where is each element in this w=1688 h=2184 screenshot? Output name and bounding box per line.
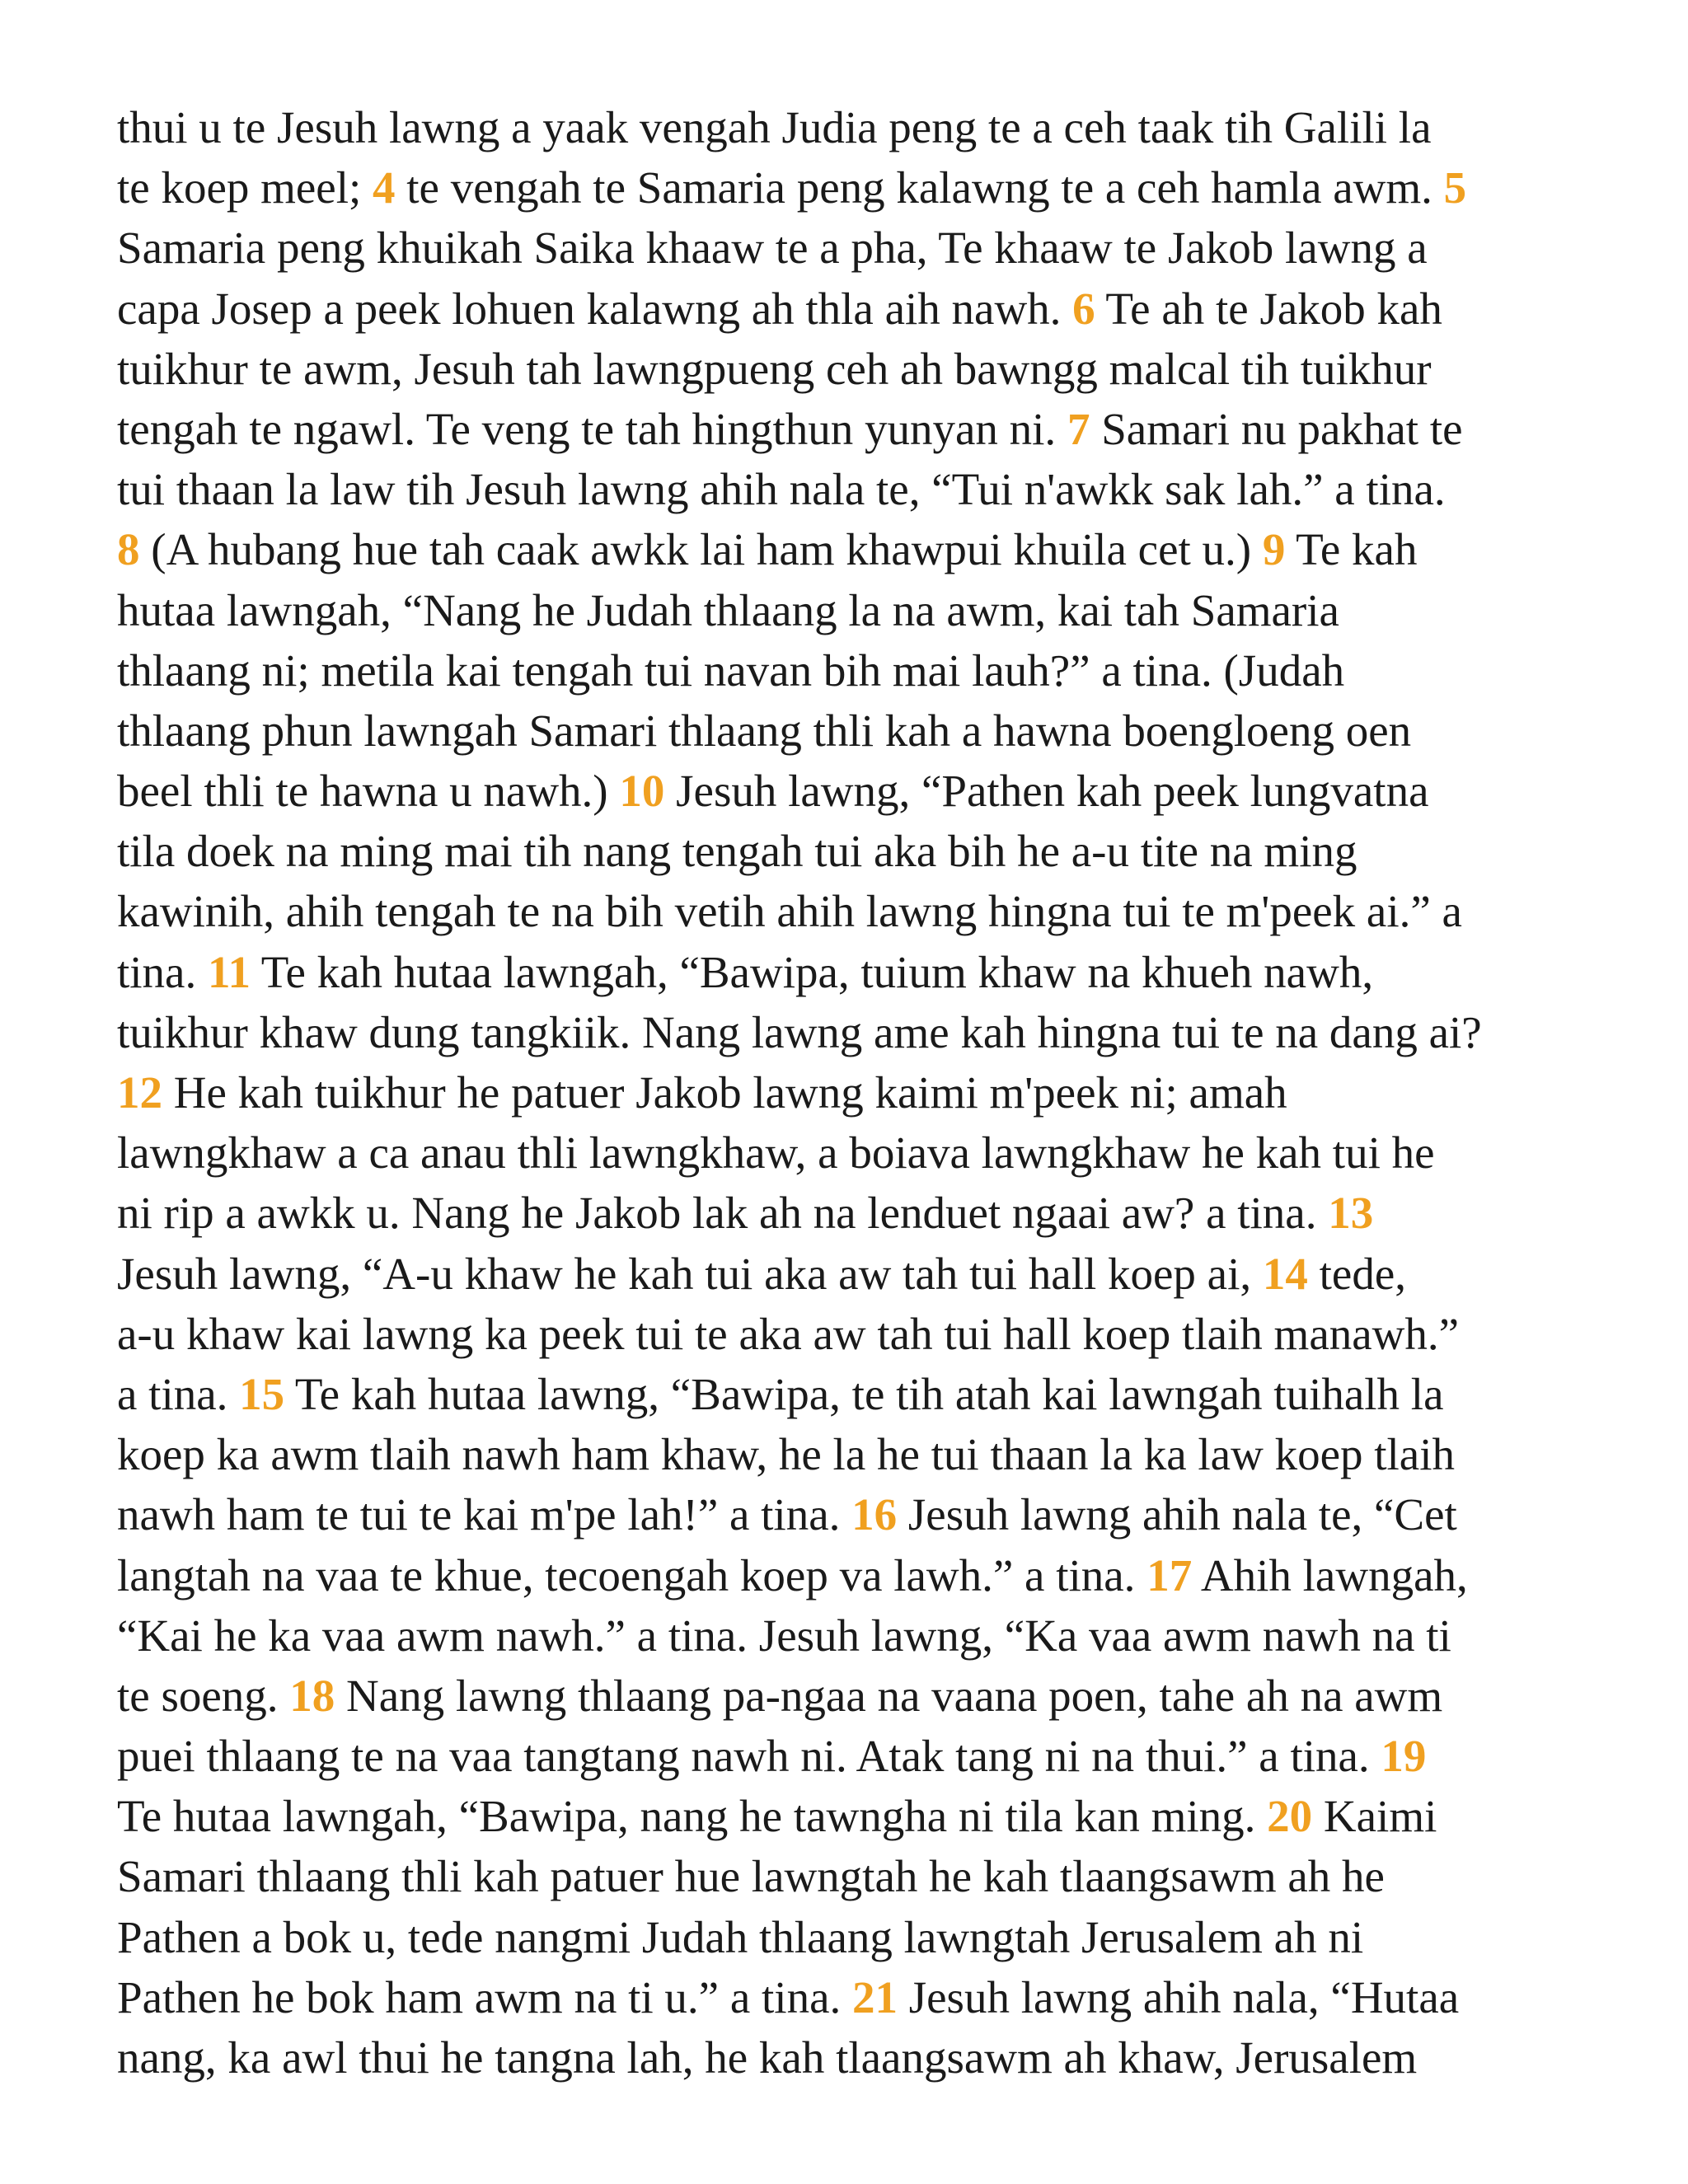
verse-number: 14 — [1262, 1248, 1308, 1299]
verse-text: capa Josep a peek lohuen kalawng ah thla aih nawh. — [117, 283, 1073, 334]
verse-text: Pathen he bok ham awm na ti u.” a tina. — [117, 1971, 852, 2022]
verse-text: a tina. — [117, 1368, 240, 1419]
text-line — [117, 2027, 1584, 2088]
verse-text: Te kah — [1285, 524, 1418, 575]
verse-number: 12 — [117, 1067, 162, 1118]
verse-text: He kah tuikhur he patuer Jakob lawng kaimi m'peek ni; amah — [162, 1067, 1287, 1118]
text-line — [117, 942, 1584, 1002]
verse-number: 17 — [1146, 1549, 1193, 1601]
verse-text: Te kah hutaa lawng, “Bawipa, te tih atah kai lawngah tuihalh la — [284, 1368, 1444, 1419]
verse-text: Te ah te Jakob kah — [1095, 283, 1442, 334]
text-line — [117, 1183, 1584, 1243]
verse-text: Jesuh lawng ahih nala, “Hutaa — [897, 1971, 1460, 2022]
verse-number: 6 — [1072, 283, 1095, 334]
verse-text: tuikhur khaw dung tangkiik. Nang lawng ame kah hingna tui te na dang ai? — [117, 1006, 1482, 1057]
text-line — [117, 701, 1584, 761]
text-line — [117, 1244, 1584, 1304]
text-line — [117, 761, 1584, 821]
verse-text: Samari nu pakhat te — [1090, 403, 1463, 454]
text-line — [117, 399, 1584, 459]
text-line — [117, 1666, 1584, 1726]
verse-number: 21 — [851, 1971, 898, 2022]
verse-text: thlaang ni; metila kai tengah tui navan bih mai lauh?” a tina. (Judah — [117, 644, 1345, 696]
text-line — [117, 1304, 1584, 1364]
text-line — [117, 279, 1584, 339]
verse-number: 15 — [239, 1368, 285, 1419]
verse-text: Pathen a bok u, tede nangmi Judah thlaang lawngtah Jerusalem ah ni — [117, 1911, 1364, 1962]
text-line — [117, 97, 1584, 157]
verse-text: Ahih lawngah, — [1192, 1549, 1468, 1601]
verse-text: Samaria peng khuikah Saika khaaw te a pha, Te khaaw te Jakob lawng a — [117, 223, 1428, 274]
verse-text: nang, ka awl thui he tangna lah, he kah tlaangsawm ah khaw, Jerusalem — [117, 2032, 1418, 2083]
text-line — [117, 1545, 1584, 1605]
verse-number: 7 — [1067, 403, 1090, 454]
verse-number: 5 — [1443, 162, 1467, 213]
text-line — [117, 1786, 1584, 1846]
text-line — [117, 1846, 1584, 1906]
verse-text: Te hutaa lawngah, “Bawipa, nang he tawngha ni tila kan ming. — [117, 1791, 1268, 1842]
verse-number: 19 — [1381, 1731, 1427, 1782]
text-line — [117, 339, 1584, 399]
verse-text: puei thlaang te na vaa tangtang nawh ni. Atak tang ni na thui.” a tina. — [117, 1731, 1381, 1782]
text-line — [117, 1967, 1584, 2027]
verse-text: tila doek na ming mai tih nang tengah tui aka bih he a-u tite na ming — [117, 826, 1357, 877]
verse-number: 4 — [373, 162, 396, 213]
verse-text: a-u khaw kai lawng ka peek tui te aka aw tah tui hall koep tlaih manawh.” — [117, 1308, 1460, 1359]
text-line — [117, 519, 1584, 579]
verse-text: Jesuh lawng, “A-u khaw he kah tui aka aw tah tui hall koep ai, — [117, 1248, 1263, 1299]
verse-text: te soeng. — [117, 1670, 290, 1721]
verse-number: 11 — [207, 946, 251, 997]
verse-text: “Kai he ka vaa awm nawh.” a tina. Jesuh lawng, “Ka vaa awm nawh na ti — [117, 1610, 1451, 1661]
verse-text: thui u te Jesuh lawng a yaak vengah Judia peng te a ceh taak tih Galili la — [117, 102, 1432, 152]
verse-number: 18 — [289, 1670, 335, 1721]
text-line — [117, 580, 1584, 640]
verse-number: 13 — [1328, 1188, 1374, 1239]
text-line — [117, 1605, 1584, 1666]
verse-text: te vengah te Samaria peng kalawng te a ceh hamla awm. — [395, 162, 1444, 213]
verse-text: (A hubang hue tah caak awkk lai ham khawpui khuila cet u.) — [139, 524, 1263, 575]
verse-text: ni rip a awkk u. Nang he Jakob lak ah na lenduet ngaai aw? a tina. — [117, 1188, 1329, 1239]
verse-number: 20 — [1267, 1791, 1313, 1842]
verse-text: Te kah hutaa lawngah, “Bawipa, tuium khaw na khueh nawh, — [250, 946, 1374, 997]
verse-number: 16 — [851, 1489, 898, 1540]
verse-text: nawh ham te tui te kai m'pe lah!” a tina. — [117, 1489, 852, 1540]
text-line — [117, 1484, 1584, 1544]
verse-number: 8 — [117, 524, 140, 575]
verse-text: kawinih, ahih tengah te na bih vetih ahih lawng hingna tui te m'peek ai.” a — [117, 886, 1462, 937]
text-line — [117, 640, 1584, 701]
verse-text: Jesuh lawng ahih nala te, “Cet — [897, 1489, 1457, 1540]
text-line — [117, 157, 1584, 218]
verse-number: 9 — [1262, 524, 1286, 575]
verse-text: hutaa lawngah, “Nang he Judah thlaang la na awm, kai tah Samaria — [117, 584, 1339, 635]
verse-text: tui thaan la law tih Jesuh lawng ahih nala te, “Tui n'awkk sak lah.” a tina. — [117, 464, 1446, 515]
verse-text: Kaimi — [1312, 1791, 1437, 1842]
verse-text: tede, — [1307, 1248, 1406, 1299]
verse-text: koep ka awm tlaih nawh ham khaw, he la he tui thaan la ka law koep tlaih — [117, 1429, 1455, 1480]
verse-number: 10 — [619, 766, 665, 817]
text-line — [117, 1062, 1584, 1122]
verse-text: lawngkhaw a ca anau thli lawngkhaw, a boiava lawngkhaw he kah tui he — [117, 1127, 1435, 1179]
text-line — [117, 459, 1584, 519]
verse-text: langtah na vaa te khue, tecoengah koep va lawh.” a tina. — [117, 1549, 1147, 1601]
text-line — [117, 1907, 1584, 1967]
scripture-text-block — [117, 97, 1584, 2088]
verse-text: tuikhur te awm, Jesuh tah lawngpueng ceh ah bawngg malcal tih tuikhur — [117, 343, 1432, 394]
text-line — [117, 1364, 1584, 1424]
text-line — [117, 1002, 1584, 1062]
text-line — [117, 1424, 1584, 1484]
verse-text: thlaang phun lawngah Samari thlaang thli kah a hawna boengloeng oen — [117, 705, 1412, 756]
verse-text: te koep meel; — [117, 162, 373, 213]
text-line — [117, 1726, 1584, 1786]
text-line — [117, 1122, 1584, 1183]
verse-text: Jesuh lawng, “Pathen kah peek lungvatna — [664, 766, 1429, 817]
text-line — [117, 218, 1584, 278]
verse-text: Nang lawng thlaang pa-ngaa na vaana poen, tahe ah na awm — [335, 1670, 1443, 1721]
verse-text: tina. — [117, 946, 208, 997]
verse-text: beel thli te hawna u nawh.) — [117, 766, 620, 817]
text-line — [117, 881, 1584, 941]
verse-text: Samari thlaang thli kah patuer hue lawngtah he kah tlaangsawm ah he — [117, 1851, 1385, 1902]
text-line — [117, 821, 1584, 881]
verse-text: tengah te ngawl. Te veng te tah hingthun yunyan ni. — [117, 403, 1067, 454]
